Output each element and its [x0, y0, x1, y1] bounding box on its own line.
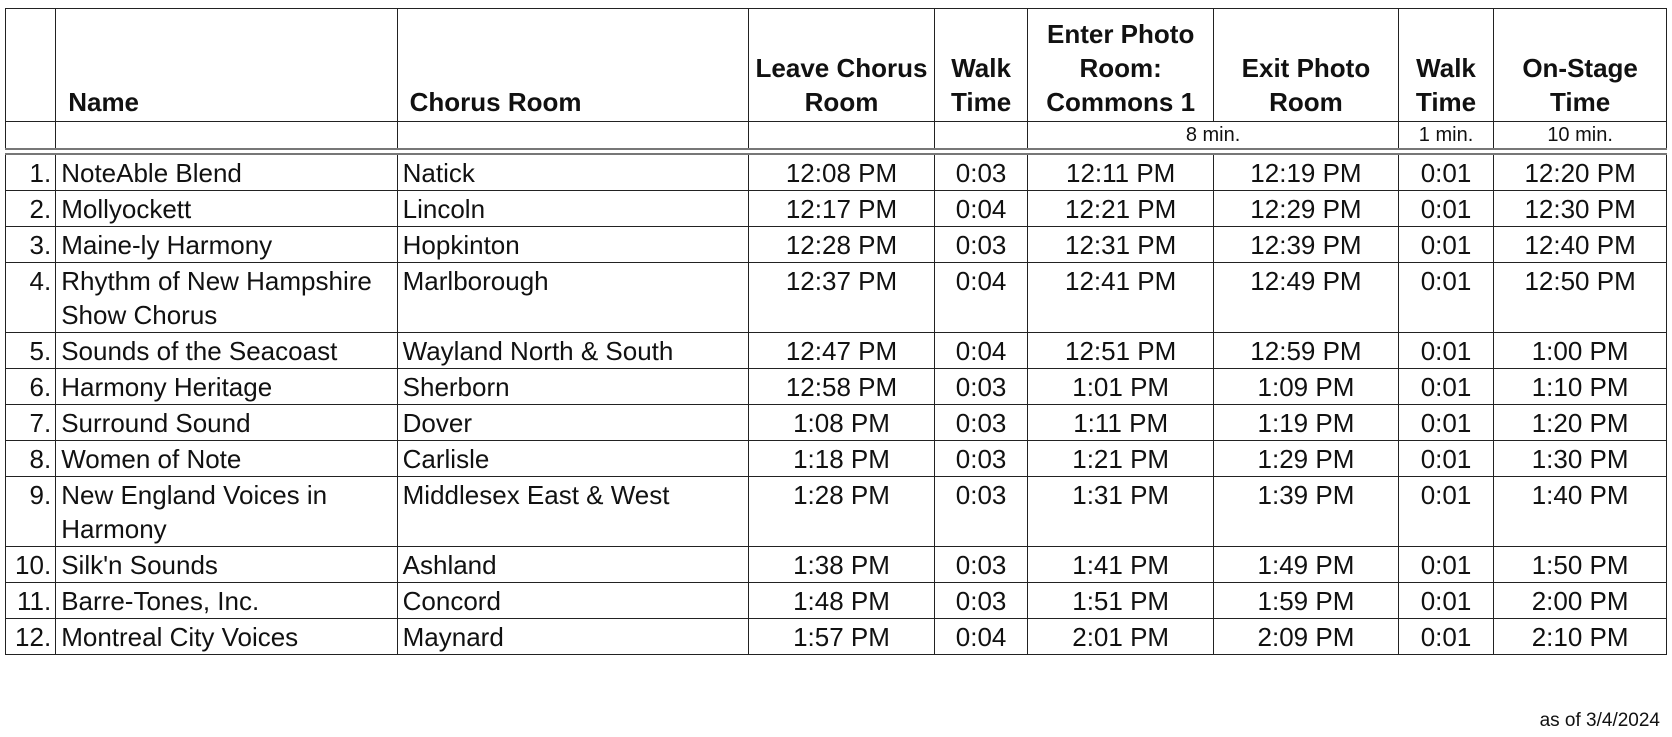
on-stage-time: 12:20 PM	[1494, 152, 1667, 191]
on-stage-time: 1:50 PM	[1494, 547, 1667, 583]
on-stage-time: 1:20 PM	[1494, 405, 1667, 441]
chorus-room: Ashland	[397, 547, 748, 583]
chorus-room: Dover	[397, 405, 748, 441]
enter-photo-time: 12:41 PM	[1028, 263, 1214, 333]
leave-time: 1:18 PM	[749, 441, 935, 477]
header-on-stage-time: On-Stage Time	[1494, 9, 1667, 122]
duration-row	[6, 122, 1667, 152]
row-number: 7.	[6, 405, 56, 441]
walk-duration: 1 min.	[1398, 122, 1493, 152]
enter-photo-time: 1:11 PM	[1028, 405, 1214, 441]
chorus-name: Montreal City Voices	[56, 619, 397, 655]
chorus-name: NoteAble Blend	[56, 152, 397, 191]
walk-time-2: 0:01	[1398, 441, 1493, 477]
walk-time-2: 0:01	[1398, 619, 1493, 655]
on-stage-time: 2:10 PM	[1494, 619, 1667, 655]
exit-photo-time: 12:49 PM	[1214, 263, 1399, 333]
on-stage-time: 1:00 PM	[1494, 333, 1667, 369]
enter-photo-time: 1:21 PM	[1028, 441, 1214, 477]
header-leave-chorus-room: Leave Chorus Room	[749, 9, 935, 122]
enter-photo-time: 1:01 PM	[1028, 369, 1214, 405]
walk-time: 0:03	[934, 405, 1027, 441]
header-exit-photo-room: Exit Photo Room	[1214, 9, 1399, 122]
chorus-room: Natick	[397, 152, 748, 191]
walk-time: 0:03	[934, 583, 1027, 619]
walk-time: 0:04	[934, 191, 1027, 227]
walk-time-2: 0:01	[1398, 477, 1493, 547]
walk-time: 0:03	[934, 227, 1027, 263]
on-stage-time: 12:50 PM	[1494, 263, 1667, 333]
walk-time: 0:04	[934, 333, 1027, 369]
table-row	[6, 333, 1667, 369]
header-row	[6, 9, 1667, 122]
table-row	[6, 547, 1667, 583]
chorus-room: Middlesex East & West	[397, 477, 748, 547]
exit-photo-time: 1:39 PM	[1214, 477, 1399, 547]
on-stage-time: 1:40 PM	[1494, 477, 1667, 547]
row-number: 8.	[6, 441, 56, 477]
on-stage-time: 1:30 PM	[1494, 441, 1667, 477]
chorus-room: Sherborn	[397, 369, 748, 405]
enter-photo-time: 1:31 PM	[1028, 477, 1214, 547]
walk-time: 0:03	[934, 547, 1027, 583]
leave-time: 1:28 PM	[749, 477, 935, 547]
walk-time-2: 0:01	[1398, 152, 1493, 191]
table-row	[6, 405, 1667, 441]
walk-time: 0:04	[934, 619, 1027, 655]
table-row	[6, 583, 1667, 619]
on-stage-time: 12:40 PM	[1494, 227, 1667, 263]
duration-cell-blank	[934, 122, 1027, 152]
on-stage-duration: 10 min.	[1494, 122, 1667, 152]
enter-photo-time: 12:31 PM	[1028, 227, 1214, 263]
chorus-name: Maine-ly Harmony	[56, 227, 397, 263]
on-stage-time: 1:10 PM	[1494, 369, 1667, 405]
exit-photo-time: 12:39 PM	[1214, 227, 1399, 263]
chorus-name: Harmony Heritage	[56, 369, 397, 405]
duration-cell-blank	[56, 122, 397, 152]
chorus-room: Wayland North & South	[397, 333, 748, 369]
leave-time: 1:48 PM	[749, 583, 935, 619]
exit-photo-time: 2:09 PM	[1214, 619, 1399, 655]
chorus-name: New England Voices in Harmony	[56, 477, 397, 547]
chorus-name: Silk'n Sounds	[56, 547, 397, 583]
enter-photo-time: 1:51 PM	[1028, 583, 1214, 619]
leave-time: 1:08 PM	[749, 405, 935, 441]
chorus-name: Rhythm of New Hampshire Show Chorus	[56, 263, 397, 333]
exit-photo-time: 1:49 PM	[1214, 547, 1399, 583]
exit-photo-time: 12:29 PM	[1214, 191, 1399, 227]
table-row	[6, 191, 1667, 227]
walk-time-2: 0:01	[1398, 405, 1493, 441]
chorus-name: Women of Note	[56, 441, 397, 477]
exit-photo-time: 1:59 PM	[1214, 583, 1399, 619]
row-number: 2.	[6, 191, 56, 227]
leave-time: 12:08 PM	[749, 152, 935, 191]
duration-cell-blank	[397, 122, 748, 152]
chorus-name: Barre-Tones, Inc.	[56, 583, 397, 619]
leave-time: 12:47 PM	[749, 333, 935, 369]
row-number: 4.	[6, 263, 56, 333]
chorus-room: Lincoln	[397, 191, 748, 227]
walk-time: 0:04	[934, 263, 1027, 333]
chorus-name: Surround Sound	[56, 405, 397, 441]
chorus-room: Marlborough	[397, 263, 748, 333]
chorus-name: Mollyockett	[56, 191, 397, 227]
walk-time-2: 0:01	[1398, 191, 1493, 227]
table-row	[6, 369, 1667, 405]
row-number: 10.	[6, 547, 56, 583]
walk-time: 0:03	[934, 152, 1027, 191]
schedule-sheet	[5, 8, 1667, 655]
row-number: 1.	[6, 152, 56, 191]
chorus-room: Maynard	[397, 619, 748, 655]
duration-cell-blank	[6, 122, 56, 152]
exit-photo-time: 12:19 PM	[1214, 152, 1399, 191]
table-row	[6, 441, 1667, 477]
table-row	[6, 227, 1667, 263]
row-number: 12.	[6, 619, 56, 655]
duration-cell-blank	[749, 122, 935, 152]
header-enter-photo-room: Enter Photo Room: Commons 1	[1028, 9, 1214, 122]
enter-photo-time: 12:11 PM	[1028, 152, 1214, 191]
leave-time: 1:38 PM	[749, 547, 935, 583]
row-number: 11.	[6, 583, 56, 619]
walk-time: 0:03	[934, 441, 1027, 477]
row-number: 9.	[6, 477, 56, 547]
walk-time-2: 0:01	[1398, 333, 1493, 369]
chorus-name: Sounds of the Seacoast	[56, 333, 397, 369]
exit-photo-time: 1:29 PM	[1214, 441, 1399, 477]
table-row	[6, 263, 1667, 333]
walk-time-2: 0:01	[1398, 583, 1493, 619]
schedule-table	[5, 8, 1667, 655]
walk-time: 0:03	[934, 369, 1027, 405]
on-stage-time: 12:30 PM	[1494, 191, 1667, 227]
enter-photo-time: 12:51 PM	[1028, 333, 1214, 369]
exit-photo-time: 1:19 PM	[1214, 405, 1399, 441]
on-stage-time: 2:00 PM	[1494, 583, 1667, 619]
walk-time: 0:03	[934, 477, 1027, 547]
leave-time: 1:57 PM	[749, 619, 935, 655]
row-number: 5.	[6, 333, 56, 369]
chorus-room: Carlisle	[397, 441, 748, 477]
header-number	[6, 9, 56, 122]
table-row	[6, 619, 1667, 655]
row-number: 6.	[6, 369, 56, 405]
chorus-room: Concord	[397, 583, 748, 619]
chorus-room: Hopkinton	[397, 227, 748, 263]
walk-time-2: 0:01	[1398, 369, 1493, 405]
header-chorus-room: Chorus Room	[397, 9, 748, 122]
leave-time: 12:28 PM	[749, 227, 935, 263]
photo-duration: 8 min.	[1028, 122, 1399, 152]
enter-photo-time: 12:21 PM	[1028, 191, 1214, 227]
leave-time: 12:58 PM	[749, 369, 935, 405]
header-walk-time: Walk Time	[934, 9, 1027, 122]
enter-photo-time: 1:41 PM	[1028, 547, 1214, 583]
leave-time: 12:37 PM	[749, 263, 935, 333]
table-row	[6, 152, 1667, 191]
walk-time-2: 0:01	[1398, 263, 1493, 333]
row-number: 3.	[6, 227, 56, 263]
walk-time-2: 0:01	[1398, 227, 1493, 263]
leave-time: 12:17 PM	[749, 191, 935, 227]
exit-photo-time: 12:59 PM	[1214, 333, 1399, 369]
as-of-date: as of 3/4/2024	[1539, 710, 1660, 731]
header-walk-time-2: Walk Time	[1398, 9, 1493, 122]
schedule-rows	[6, 152, 1667, 655]
header-name: Name	[56, 9, 397, 122]
enter-photo-time: 2:01 PM	[1028, 619, 1214, 655]
walk-time-2: 0:01	[1398, 547, 1493, 583]
exit-photo-time: 1:09 PM	[1214, 369, 1399, 405]
table-row	[6, 477, 1667, 547]
